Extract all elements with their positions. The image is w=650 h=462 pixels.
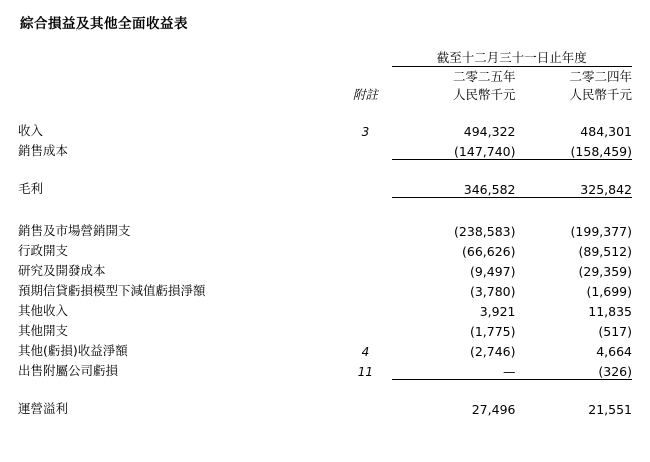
row-value-year2: (326): [598, 363, 632, 379]
row-note: [339, 239, 391, 259]
table-row: [18, 219, 632, 239]
row-value-year1: (1,775): [469, 324, 516, 339]
table-header-period-row: [18, 48, 632, 67]
table-header-unit-row: [18, 85, 632, 103]
page-title: 綜合損益及其他全面收益表: [20, 16, 188, 32]
row-note: 11: [357, 365, 374, 379]
row-note: [339, 219, 391, 239]
row-label: 行政開支: [18, 243, 69, 258]
table-row-subtotal: [18, 397, 632, 417]
row-value-year2: 484,301: [580, 124, 632, 139]
row-value-year1: —: [502, 363, 516, 379]
row-note: 4: [361, 345, 370, 359]
row-label: 毛利: [18, 181, 44, 196]
table-header-year-row: [18, 67, 632, 86]
row-value-year1: 27,496: [471, 402, 516, 417]
table-row: [18, 319, 632, 339]
row-label: 銷售成本: [18, 143, 69, 158]
row-label: 出售附屬公司虧損: [18, 363, 119, 378]
spacer-row: [18, 159, 632, 168]
spacer-row: [18, 388, 632, 397]
row-note: [339, 299, 391, 319]
spacer-row: [18, 168, 632, 177]
row-label: 其他收入: [18, 303, 69, 318]
row-note: [339, 259, 391, 279]
row-value-year2: (89,512): [578, 244, 632, 259]
table-row: [18, 239, 632, 259]
row-label: 研究及開發成本: [18, 263, 106, 278]
row-value-year1: 3,921: [479, 304, 516, 319]
header-year-1: 二零二五年: [452, 69, 516, 84]
row-label: 預期信貸虧損模型下減值虧損淨額: [18, 283, 206, 298]
row-value-year1: (238,583): [454, 224, 516, 239]
row-value-year2: 325,842: [580, 181, 632, 197]
row-label: 銷售及市場營銷開支: [18, 223, 131, 238]
header-spacer-label-3: [18, 85, 339, 103]
row-value-year2: (199,377): [570, 224, 632, 239]
header-spacer-note-2: [339, 67, 391, 86]
table-row: [18, 299, 632, 319]
row-note: [339, 139, 391, 159]
header-period: 截至十二月三十一日止年度: [392, 48, 633, 67]
table-row: [18, 139, 632, 159]
table-row-subtotal: [18, 177, 632, 197]
header-unit-2: 人民幣千元: [569, 87, 632, 102]
table-row: [18, 259, 632, 279]
row-value-year2: (158,459): [570, 143, 632, 159]
row-value-year2: 21,551: [588, 402, 632, 417]
row-label: 收入: [18, 123, 44, 138]
spacer-row: [18, 379, 632, 388]
table-row: [18, 359, 632, 379]
row-value-year2: 11,835: [588, 304, 632, 319]
row-note: [339, 279, 391, 299]
row-value-year1: (9,497): [469, 264, 516, 279]
row-label: 其他開支: [18, 323, 69, 338]
row-value-year2: (29,359): [578, 264, 632, 279]
row-value-year1: 346,582: [463, 181, 516, 197]
row-value-year2: 4,664: [596, 344, 632, 359]
header-year-2: 二零二四年: [569, 69, 632, 84]
header-unit-1: 人民幣千元: [452, 87, 516, 102]
row-note: [339, 177, 391, 197]
row-value-year1: (147,740): [454, 143, 516, 159]
row-note: 3: [361, 125, 370, 139]
spacer-row: [18, 197, 632, 206]
row-value-year1: (66,626): [461, 244, 516, 259]
header-spacer-note: [339, 48, 391, 67]
header-spacer-label: [18, 48, 339, 67]
header-note-column: 附註: [352, 87, 378, 102]
table-row: [18, 119, 632, 139]
row-value-year2: (517): [598, 324, 632, 339]
table-row: [18, 339, 632, 359]
table-row: [18, 279, 632, 299]
spacer-row: [18, 103, 632, 119]
row-note: [339, 397, 391, 417]
row-note: [339, 319, 391, 339]
row-value-year1: 494,322: [463, 124, 516, 139]
financial-statement-table: [18, 48, 632, 417]
row-label: 運營溢利: [18, 401, 69, 416]
spacer-row: [18, 206, 632, 219]
header-spacer-label-2: [18, 67, 339, 86]
row-value-year1: (2,746): [469, 344, 516, 359]
row-value-year1: (3,780): [469, 284, 516, 299]
row-label: 其他(虧損)收益淨額: [18, 343, 128, 358]
row-value-year2: (1,699): [586, 284, 632, 299]
